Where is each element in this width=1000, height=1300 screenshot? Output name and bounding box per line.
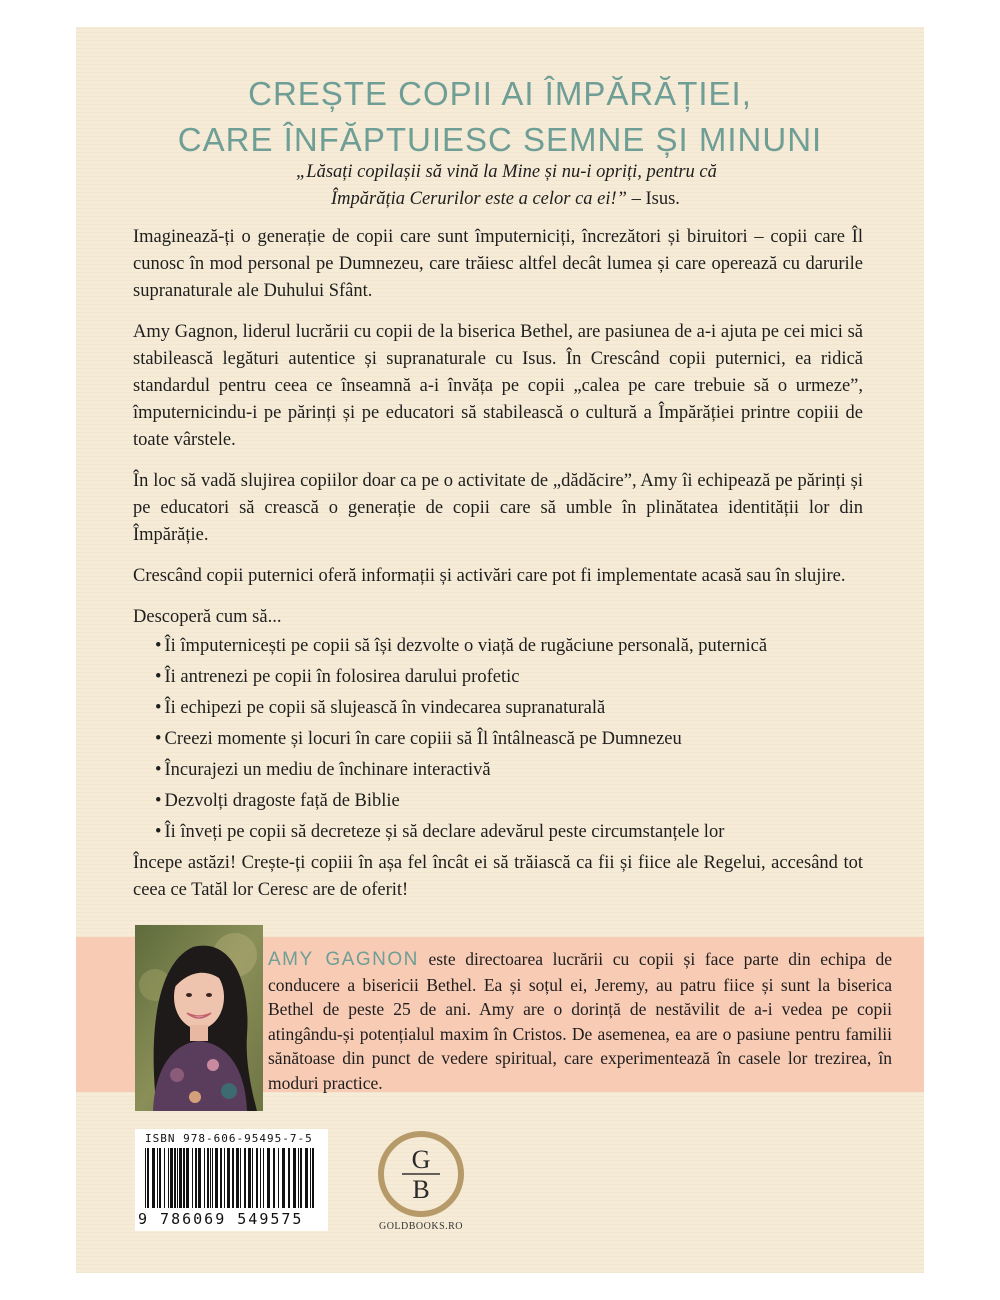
paragraph-3: În loc să vadă slujirea copiilor doar ca pe o activitate de „dădăcire”, Amy îi echipează pe părinți și pe educatori să crească o generație de copii care să umble în plinătatea identității lor din Împărăție. [133, 471, 863, 545]
logo-letter-b: B [412, 1175, 430, 1204]
paragraph-4: Crescând copii puternici oferă informații și activări care pot fi implementate acasă sau în slujire. [133, 566, 846, 586]
barcode-bar [278, 1148, 279, 1208]
list-item: • Încurajezi un mediu de închinare interactivă [155, 755, 863, 786]
ean-digits: 9 786069 549575 [138, 1210, 304, 1228]
quote-attribution: – Isus. [626, 189, 680, 209]
logo-letter-g: G [411, 1145, 431, 1174]
barcode-bar [240, 1148, 241, 1208]
quote-line-1: „Lăsați copilașii să vină la Mine și nu-i opriți, pentru că [296, 162, 717, 182]
barcode-bar [300, 1148, 302, 1208]
barcode-bar [220, 1148, 222, 1208]
barcode-bar [232, 1148, 234, 1208]
barcode-bar [282, 1148, 285, 1208]
barcode-bar [152, 1148, 155, 1208]
barcode-bar [179, 1148, 182, 1208]
barcode-bar [248, 1148, 251, 1208]
barcode-bar [164, 1148, 165, 1208]
headline-line-1: CREȘTE COPII AI ÎMPĂRĂȚIEI, [248, 75, 752, 112]
barcode-bar [298, 1148, 299, 1208]
barcode-bar [183, 1148, 185, 1208]
barcode-bar [267, 1148, 270, 1208]
isbn-barcode [135, 1129, 328, 1231]
barcode-bar [310, 1148, 311, 1208]
list-item: • Creezi momente și locuri în care copiii să Îl întâlnească pe Dumnezeu [155, 724, 863, 755]
gb-monogram [378, 1131, 464, 1217]
discover-intro: Descoperă cum să... [133, 607, 282, 627]
barcode-bar [168, 1148, 169, 1208]
barcode-bar [198, 1148, 201, 1208]
barcode-bar [145, 1148, 146, 1208]
scripture-quote [296, 159, 856, 213]
closing-paragraph: Începe astăzi! Crește-ți copiii în așa fel încât ei să trăiască ca fii și fiice ale Regelui, accesând tot ceea ce Tatăl lor Ceresc are de oferit! [133, 853, 863, 900]
barcode-bar [215, 1148, 218, 1208]
barcode-bar [192, 1148, 193, 1208]
list-item: • Îi împuternicești pe copii să își dezvolte o viață de rugăciune personală, puternică [155, 631, 863, 662]
barcode-bar [273, 1148, 275, 1208]
barcode-bar [212, 1148, 213, 1208]
barcode-bar [252, 1148, 253, 1208]
headline [76, 71, 924, 163]
bullet-list [133, 631, 863, 848]
paragraph-2: Amy Gagnon, liderul lucrării cu copii de la biserica Bethel, are pasiunea de a-i ajuta pe cei mici să stabilească legături autentice și supranaturale cu Isus. În Crescând copii puternici, ea ridică standardul pentru ceea ce înseamnă a-i învăța pe copii „calea pe care trebuie să o urmeze”, împuternicindu-i pe părinți și pe educatori să stabilească o cultură a Împărăției printre copiii de toate vârstele. [133, 322, 863, 450]
author-bio-text: este directoarea lucrării cu copii și face parte din echipa de conducere a bisericii Bethel. Ea și soțul ei, Jeremy, au patru fiice și sunt la biserica Bethel de peste 25 de ani. Amy are o dorință de nestăvilit de a-i vedea pe copii atingându-și potențialul maxim în Cristos. De asemenea, ea are o pasiune pentru familii sănătoase din punct de vedere spiritual, care experimentează în casele lor trezirea, în moduri practice. [268, 949, 893, 1093]
author-name: AMY GAGNON [268, 949, 419, 970]
barcode-bar [147, 1148, 149, 1208]
barcode-bars [143, 1148, 320, 1208]
paragraph-1: Imaginează-ți o generație de copii care sunt împuterniciți, încrezători și biruitori – copii care Îl cunosc în mod personal pe Dumnezeu, care trăiesc altfel decât lumea și care operează cu darurile supranaturale ale Duhului Sfânt. [133, 227, 863, 301]
barcode-bar [174, 1148, 176, 1208]
barcode-bar [177, 1148, 178, 1208]
back-cover [76, 27, 924, 1273]
barcode-bar [293, 1148, 296, 1208]
barcode-bar [305, 1148, 308, 1208]
barcode-bar [186, 1148, 189, 1208]
barcode-bar [236, 1148, 239, 1208]
publisher-logo [371, 1131, 471, 1232]
barcode-bar [157, 1148, 158, 1208]
list-item: • Îi antrenezi pe copii în folosirea darului profetic [155, 662, 863, 693]
barcode-bar [260, 1148, 261, 1208]
list-item: • Îi echipezi pe copii să slujească în vindecarea supranaturală [155, 693, 863, 724]
list-item: • Îi înveți pe copii să decreteze și să declare adevărul peste circumstanțele lor [155, 817, 863, 848]
author-bio [268, 947, 892, 1095]
barcode-bar [207, 1148, 209, 1208]
publisher-website: GOLDBOOKS.RO [378, 1221, 464, 1232]
list-item: • Dezvolți dragoste față de Biblie [155, 786, 863, 817]
quote-line-2: Împărăția Cerurilor este a celor ca ei!” [331, 189, 627, 209]
barcode-bar [210, 1148, 211, 1208]
barcode-bar [227, 1148, 230, 1208]
barcode-bar [244, 1148, 246, 1208]
barcode-bar [170, 1148, 173, 1208]
barcode-bar [288, 1148, 290, 1208]
barcode-bar [195, 1148, 197, 1208]
barcode-bar [312, 1148, 314, 1208]
description [133, 224, 863, 918]
barcode-bar [159, 1148, 161, 1208]
barcode-bar [224, 1148, 225, 1208]
barcode-bar [263, 1148, 264, 1208]
isbn-label: ISBN 978-606-95495-7-5 [145, 1132, 313, 1145]
headline-line-2: CARE ÎNFĂPTUIESC SEMNE ȘI MINUNI [177, 121, 823, 158]
barcode-bar [204, 1148, 205, 1208]
barcode-bar [256, 1148, 258, 1208]
author-photo [135, 925, 263, 1111]
